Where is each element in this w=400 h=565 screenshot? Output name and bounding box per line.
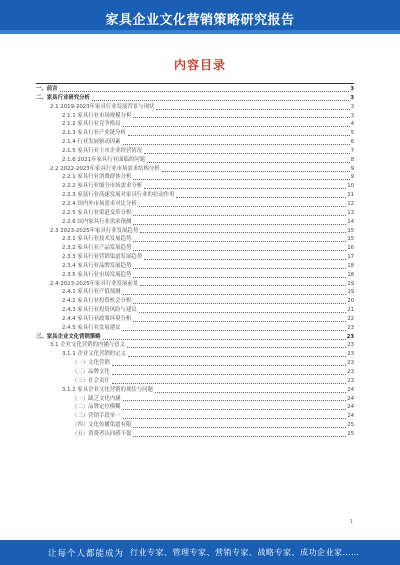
toc-entry-label: 2.4.1 家具行业产值预测 xyxy=(62,289,121,296)
footer-roles: 行业专家、管理专家、营销专家、战略专家、成功企业家…… xyxy=(130,548,360,557)
toc-leader-dots xyxy=(133,321,346,322)
toc-entry[interactable] xyxy=(36,386,354,395)
toc-leader-dots xyxy=(123,126,350,127)
toc-entry[interactable] xyxy=(36,191,354,200)
toc-leader-dots xyxy=(123,418,347,419)
table-of-contents xyxy=(36,85,354,439)
toc-entry[interactable] xyxy=(36,288,354,297)
toc-entry[interactable] xyxy=(36,209,354,218)
toc-entry[interactable] xyxy=(36,324,354,333)
toc-entry-label: 2.4.4 家具行业政策环境分析 xyxy=(62,315,132,322)
toc-entry-label: 2.1.4 行业发展驱动因素 xyxy=(62,139,121,146)
toc-leader-dots xyxy=(123,330,347,331)
toc-entry-label: （五）消费者认同感不强 xyxy=(72,430,132,437)
toc-entry-page: 5 xyxy=(350,130,354,137)
toc-entry-label: 2.4.2 家具行业投资机会分析 xyxy=(62,298,132,305)
toc-top-rule xyxy=(36,83,354,84)
toc-entry-page: 17 xyxy=(347,254,354,261)
toc-leader-dots xyxy=(133,277,346,278)
toc-entry-page: 23 xyxy=(347,351,354,358)
toc-entry-label: 2.1.5 家具行业上市企业经营情况 xyxy=(62,147,143,154)
toc-entry-label: 3.1.1 企业文化营销的定义 xyxy=(62,351,126,358)
toc-entry-label: 2.2.5 家具行业渠道变革分析 xyxy=(62,209,132,216)
toc-entry-page: 12 xyxy=(347,200,354,207)
toc-leader-dots xyxy=(147,162,350,163)
toc-entry[interactable] xyxy=(36,120,354,129)
toc-entry-page: 24 xyxy=(347,404,354,411)
toc-entry-label: 2.3.4 家具行业品牌发展趋势 xyxy=(62,262,132,269)
toc-entry-label: （三）营销手段单一 xyxy=(72,413,121,420)
toc-entry[interactable] xyxy=(36,147,354,156)
toc-entry[interactable] xyxy=(36,156,354,165)
toc-entry[interactable] xyxy=(36,368,354,377)
toc-entry[interactable] xyxy=(36,182,354,191)
toc-entry-label: 2.4.3 家具行业投资风险与建议 xyxy=(62,307,137,314)
toc-entry[interactable] xyxy=(36,315,354,324)
toc-entry[interactable] xyxy=(36,341,354,350)
toc-entry-label: 二、家具行业研究分析 xyxy=(36,94,90,101)
toc-entry-page: 11 xyxy=(347,192,354,199)
toc-leader-dots xyxy=(140,232,346,233)
report-title: 家具企业文化营销策略研究报告 xyxy=(105,13,295,28)
toc-leader-dots xyxy=(123,400,347,401)
toc-entry-label: 3.1.2 家具企业文化营销的现状与问题 xyxy=(62,386,153,393)
toc-leader-dots xyxy=(92,100,349,101)
toc-entry-page: 6 xyxy=(350,139,354,146)
toc-entry-label: （二）品牌文化 xyxy=(72,369,110,375)
toc-entry[interactable] xyxy=(36,333,354,342)
toc-entry[interactable] xyxy=(36,173,354,182)
toc-entry-page: 21 xyxy=(347,307,354,314)
toc-leader-dots xyxy=(133,303,346,304)
toc-entry-label: 2.3 2023-2025年家具行业发展趋势 xyxy=(50,227,139,234)
toc-leader-dots xyxy=(176,197,346,198)
toc-entry-label: （一）缺乏文化内涵 xyxy=(72,395,121,402)
toc-entry-page: 15 xyxy=(347,236,354,243)
toc-entry-page: 8 xyxy=(350,156,354,163)
toc-entry-label: （一）文化营销 xyxy=(72,360,110,367)
toc-leader-dots xyxy=(133,427,346,428)
toc-entry[interactable] xyxy=(36,350,354,359)
toc-leader-dots xyxy=(123,409,347,410)
toc-entry-page: 3 xyxy=(350,86,354,92)
toc-entry-label: 2.2.4 国内外市场需求对比分析 xyxy=(62,200,137,207)
toc-leader-dots xyxy=(133,179,349,180)
toc-entry-label: 3.1 企业文化营销的内涵与意义 xyxy=(50,342,125,349)
toc-entry-page: 23 xyxy=(347,342,354,349)
toc-entry[interactable] xyxy=(36,103,354,112)
toc-entry-label: （二）品牌定位模糊 xyxy=(72,404,121,411)
toc-entry-page: 25 xyxy=(347,430,354,437)
toc-entry-page: 16 xyxy=(347,245,354,252)
toc-entry[interactable] xyxy=(36,200,354,209)
toc-entry-label: 2.1.2 家具行业竞争格局 xyxy=(62,121,121,128)
toc-entry[interactable] xyxy=(36,235,354,244)
toc-entry-page: 9 xyxy=(350,174,354,181)
toc-title: 内容目录 xyxy=(173,58,226,72)
toc-entry[interactable] xyxy=(36,271,354,280)
toc-entry-page: 3 xyxy=(350,94,354,101)
toc-entry[interactable] xyxy=(36,430,354,439)
toc-leader-dots xyxy=(128,356,346,357)
toc-entry-label: 一、前言 xyxy=(36,86,58,92)
toc-entry[interactable] xyxy=(36,94,354,103)
toc-leader-dots xyxy=(144,188,346,189)
toc-entry[interactable] xyxy=(36,253,354,262)
toc-entry-page: 14 xyxy=(347,218,354,225)
toc-entry-page: 13 xyxy=(347,209,354,216)
toc-entry-label: 2.4.5 家具行业发展建议 xyxy=(62,324,121,331)
toc-entry[interactable] xyxy=(36,227,354,236)
header-band xyxy=(0,30,400,34)
toc-entry-page: 7 xyxy=(350,147,354,154)
toc-entry[interactable] xyxy=(36,280,354,289)
toc-leader-dots xyxy=(103,339,346,340)
toc-entry-label: 2.3.2 家具行业产品发展趋势 xyxy=(62,245,132,252)
toc-entry[interactable] xyxy=(36,412,354,421)
toc-entry-page: 15 xyxy=(347,227,354,234)
toc-leader-dots xyxy=(133,268,346,269)
toc-leader-dots xyxy=(127,347,346,348)
toc-leader-dots xyxy=(155,392,346,393)
toc-entry-page: 24 xyxy=(347,413,354,420)
toc-entry-label: 2.3.1 家具行业技术发展趋势 xyxy=(62,236,132,243)
toc-entry[interactable] xyxy=(36,395,354,404)
toc-entry-label: 2.4 2023-2025年家具行业发展前景 xyxy=(50,280,139,287)
toc-entry-page: 10 xyxy=(347,183,354,190)
toc-entry-page: 9 xyxy=(350,165,354,172)
toc-entry[interactable] xyxy=(36,129,354,138)
toc-entry-page: 20 xyxy=(347,298,354,305)
toc-entry-page: 24 xyxy=(347,386,354,393)
page-number: 1 xyxy=(349,519,353,525)
toc-leader-dots xyxy=(112,365,347,366)
toc-leader-dots xyxy=(133,241,346,242)
toc-entry-page: 3 xyxy=(350,112,354,119)
toc-entry-label: 2.1.1 家具行业市场规模分析 xyxy=(62,112,132,119)
page-footer xyxy=(0,540,400,565)
toc-entry-label: 2.2.1 家具行业消费群体分析 xyxy=(62,174,132,181)
toc-leader-dots xyxy=(133,117,349,118)
toc-entry-page: 19 xyxy=(347,289,354,296)
page-header xyxy=(0,0,400,34)
toc-entry[interactable] xyxy=(36,421,354,430)
toc-entry[interactable] xyxy=(36,262,354,271)
toc-entry-page: 23 xyxy=(347,369,354,375)
toc-entry-label: 三、家具企业文化营销策略 xyxy=(36,333,101,340)
toc-entry-page: 23 xyxy=(347,324,354,331)
toc-entry[interactable] xyxy=(36,377,354,386)
toc-entry-page: 19 xyxy=(347,280,354,287)
toc-entry-label: 2.1.6 2021年家具行业面临的问题 xyxy=(62,156,146,163)
toc-leader-dots xyxy=(128,135,350,136)
toc-leader-dots xyxy=(60,91,350,92)
toc-entry-label: （三）社会责任 xyxy=(72,377,110,384)
toc-leader-dots xyxy=(133,250,346,251)
toc-entry-page: 3 xyxy=(350,103,354,110)
toc-entry-label: 2.2.2 家具行业细分市场需求分析 xyxy=(62,183,143,190)
toc-leader-dots xyxy=(123,144,350,145)
toc-entry-page: 25 xyxy=(347,422,354,429)
toc-entry[interactable] xyxy=(36,165,354,174)
toc-entry[interactable] xyxy=(36,112,354,121)
toc-entry[interactable] xyxy=(36,85,354,94)
toc-entry-label: 2.3.3 家具行业营销渠道发展趋势 xyxy=(62,254,143,261)
toc-leader-dots xyxy=(140,285,346,286)
toc-leader-dots xyxy=(144,153,350,154)
toc-entry[interactable] xyxy=(36,306,354,315)
toc-leader-dots xyxy=(123,294,347,295)
toc-leader-dots xyxy=(112,383,347,384)
toc-leader-dots xyxy=(133,436,346,437)
toc-entry-page: 18 xyxy=(347,271,354,278)
toc-entry-label: 2.1.3 家具行业产业链分析 xyxy=(62,130,126,137)
toc-entry-page: 4 xyxy=(350,121,354,128)
toc-entry-page: 23 xyxy=(346,333,354,340)
toc-entry-page: 18 xyxy=(347,262,354,269)
toc-entry-label: 2.1 2019-2023年家具行业发展背景与现状 xyxy=(50,103,155,110)
toc-leader-dots xyxy=(112,374,347,375)
toc-entry-page: 22 xyxy=(347,315,354,322)
toc-entry[interactable] xyxy=(36,297,354,306)
toc-entry[interactable] xyxy=(36,138,354,147)
toc-entry-label: 2.2 2022-2023年家具行业市场需求结构分析 xyxy=(50,165,160,172)
toc-entry-label: 2.3.5 家具行业市场发展趋势 xyxy=(62,271,132,278)
toc-entry-label: 2.2.6 国内家具行业需求预测 xyxy=(62,218,132,225)
toc-entry[interactable] xyxy=(36,403,354,412)
toc-entry[interactable] xyxy=(36,244,354,253)
toc-entry[interactable] xyxy=(36,359,354,368)
toc-entry-label: 2.2.3 家装行业高速发展对家具行业的拉动作用 xyxy=(62,192,175,199)
toc-leader-dots xyxy=(144,259,346,260)
toc-entry-page: 23 xyxy=(347,360,354,367)
toc-entry-label: （四）文化传播渠道有限 xyxy=(72,422,132,429)
toc-entry-page: 24 xyxy=(347,395,354,402)
toc-entry-page: 23 xyxy=(347,377,354,384)
toc-leader-dots xyxy=(133,215,346,216)
toc-leader-dots xyxy=(139,312,347,313)
toc-leader-dots xyxy=(133,224,346,225)
toc-entry[interactable] xyxy=(36,218,354,227)
toc-leader-dots xyxy=(156,109,349,110)
toc-leader-dots xyxy=(162,171,350,172)
toc-leader-dots xyxy=(139,206,347,207)
footer-slogan: 让每个人都能成为 xyxy=(48,549,125,559)
